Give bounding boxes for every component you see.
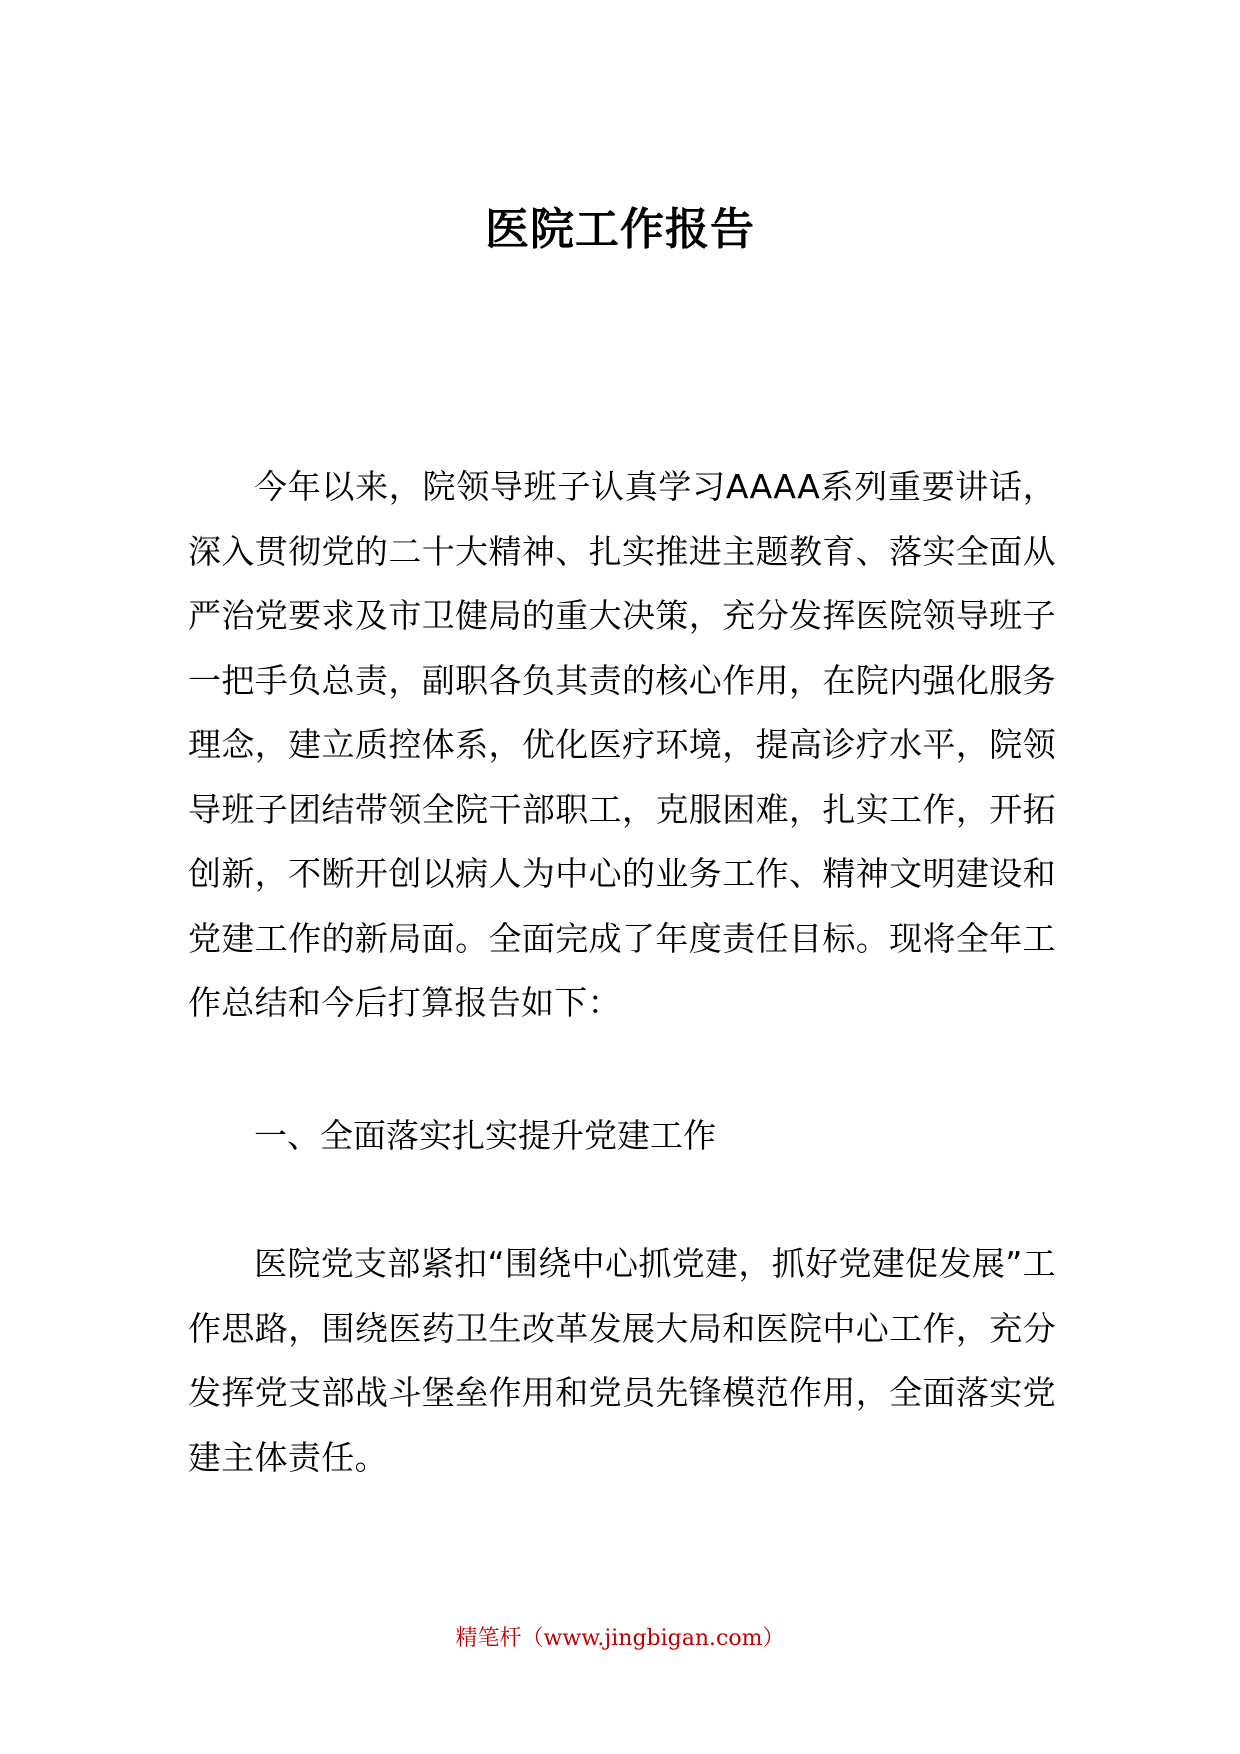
section-paragraph: 医院党支部紧扣“围绕中心抓党建，抓好党建促发展”工作思路，围绕医药卫生改革发展大局和医院中心工作，充分发挥党支部战斗堡垒作用和党员先锋模范作用，全面落实党建主体责任。 <box>188 1244 1056 1477</box>
document-title: 医院工作报告 <box>485 204 755 255</box>
section-heading: 一、全面落实扎实提升党建工作 <box>254 1116 716 1155</box>
intro-paragraph: 今年以来，院领导班子认真学习AAAA系列重要讲话，深入贯彻党的二十大精神、扎实推进主题教育、落实全面从严治党要求及市卫健局的重大决策，充分发挥医院领导班子一把手负总责，副职各负其责的核心作用，在院内强化服务理念，建立质控体系，优化医疗环境，提高诊疗水平，院领导班子团结带领全院干部职工，克服困难，扎实工作，开拓创新，不断开创以病人为中心的业务工作、精神文明建设和党建工作的新局面。全面完成了年度责任目标。现将全年工作总结和今后打算报告如下： <box>188 467 1056 1022</box>
footer-watermark: 精笔杆（www.jingbigan.com） <box>455 1626 785 1651</box>
